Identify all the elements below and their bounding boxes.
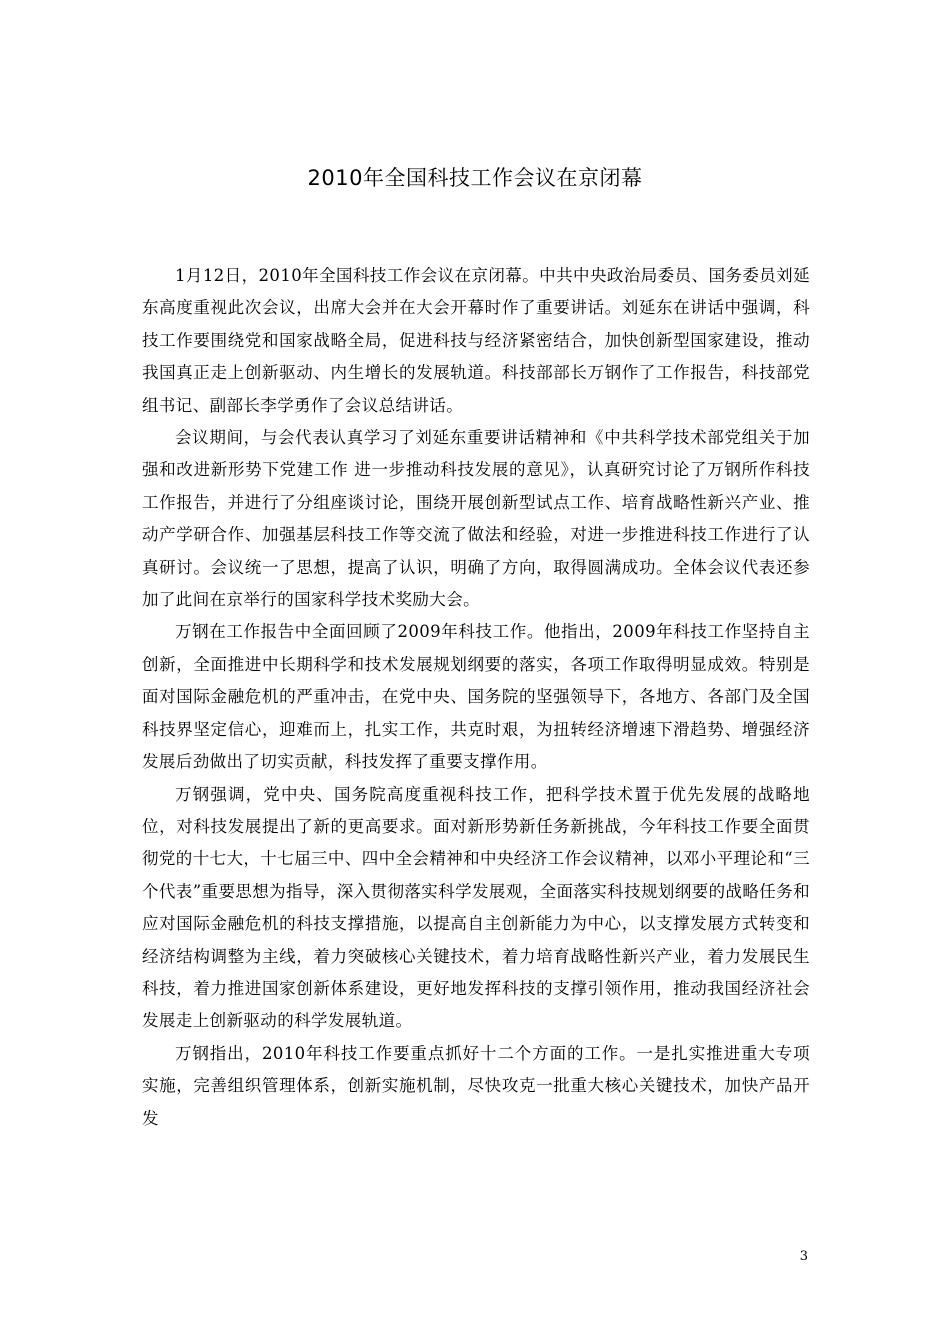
paragraph: 万钢指出，2010年科技工作要重点抓好十二个方面的工作。一是扎实推进重大专项实施，完善组织管理体系，创新实施机制，尽快攻克一批重大核心关键技术，加快产品开发 xyxy=(142,1043,810,1128)
document-body xyxy=(142,260,810,1135)
page-number: 3 xyxy=(799,1249,808,1264)
paragraph: 会议期间，与会代表认真学习了刘延东重要讲话精神和《中共科学技术部党组关于加强和改进新形势下党建工作 进一步推动科技发展的意见》，认真研究讨论了万钢所作科技工作报告，并进行了分组座谈讨论，围绕开展创新型试点工作、培育战略性新兴产业、推动产学研合作、加强基层科技工作等交流了做法和经验，对进一步推进科技工作进行了认真研讨。会议统一了思想，提高了认识，明确了方向，取得圆满成功。全体会议代表还参加了此间在京举行的国家科学技术奖励大会。 xyxy=(142,428,810,610)
paragraph: 1月12日，2010年全国科技工作会议在京闭幕。中共中央政治局委员、国务委员刘延东高度重视此次会议，出席大会并在大会开幕时作了重要讲话。刘延东在讲话中强调，科技工作要围绕党和国家战略全局，促进科技与经济紧密结合，加快创新型国家建设，推动我国真正走上创新驱动、内生增长的发展轨道。科技部部长万钢作了工作报告，科技部党组书记、副部长李学勇作了会议总结讲话。 xyxy=(142,266,810,415)
paragraph: 万钢在工作报告中全面回顾了2009年科技工作。他指出，2009年科技工作坚持自主创新，全面推进中长期科学和技术发展规划纲要的落实，各项工作取得明显成效。特别是面对国际金融危机的严重冲击，在党中央、国务院的坚强领导下，各地方、各部门及全国科技界坚定信心，迎难而上，扎实工作，共克时艰，为扭转经济增速下滑趋势、增强经济发展后劲做出了切实贡献，科技发挥了重要支撑作用。 xyxy=(142,622,810,772)
document-title: 2010年全国科技工作会议在京闭幕 xyxy=(307,166,643,190)
paragraph: 万钢强调，党中央、国务院高度重视科技工作，把科学技术置于优先发展的战略地位，对科技发展提出了新的更高要求。面对新形势新任务新挑战，今年科技工作要全面贯彻党的十七大，十七届三中、四中全会精神和中央经济工作会议精神，以邓小平理论和“三个代表”重要思想为指导，深入贯彻落实科学发展观，全面落实科技规划纲要的战略任务和应对国际金融危机的科技支撑措施，以提高自主创新能力为中心，以支撑发展方式转变和经济结构调整为主线，着力突破核心关键技术，着力培育战略性新兴产业，着力发展民生科技，着力推进国家创新体系建设，更好地发挥科技的支撑引领作用，推动我国经济社会发展走上创新驱动的科学发展轨道。 xyxy=(142,784,810,1031)
